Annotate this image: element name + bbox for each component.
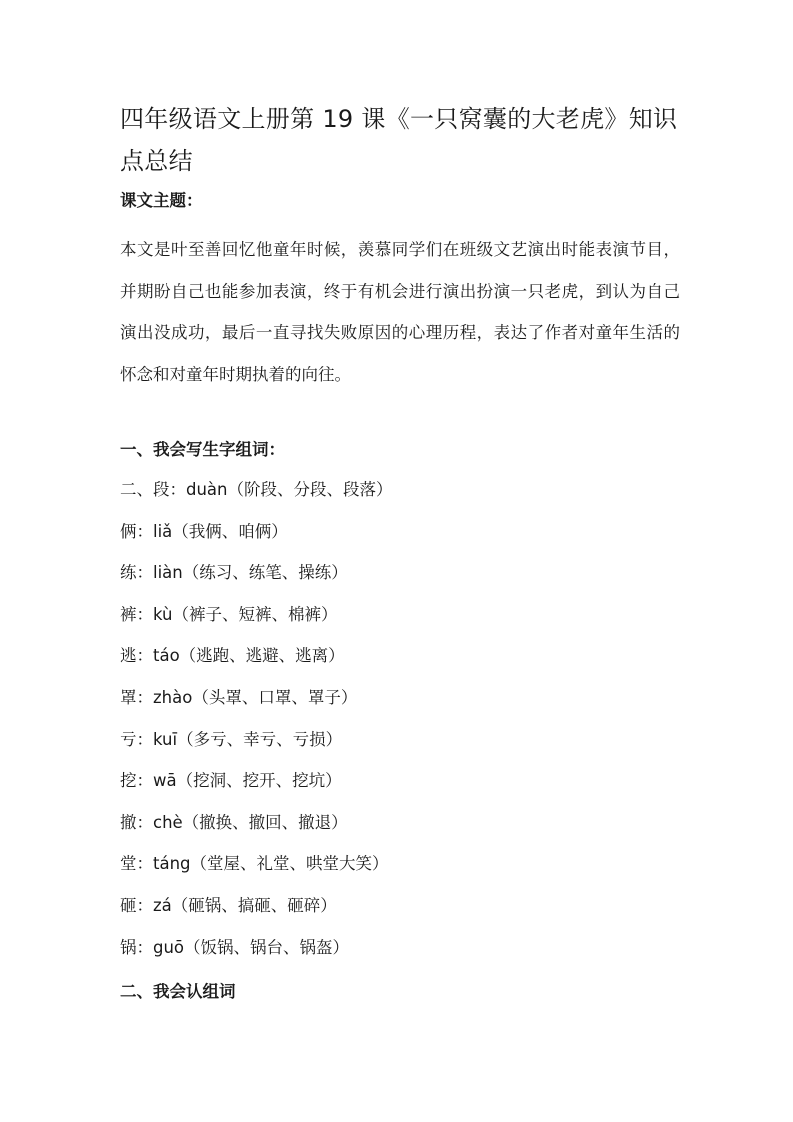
vocab-item: 锅：guō（饭锅、锅台、锅盔） xyxy=(120,937,350,957)
vocab-item: 罩：zhào（头罩、口罩、罩子） xyxy=(120,687,358,707)
vocab-item: 挖：wā（挖洞、挖开、挖坑） xyxy=(120,771,342,791)
vocab-item: 砸：zá（砸锅、搞砸、砸碎） xyxy=(120,895,337,915)
vocab-item: 裤：kù（裤子、短裤、棉裤） xyxy=(120,604,338,624)
theme-paragraph: 本文是叶至善回忆他童年时候，羡慕同学们在班级文艺演出时能表演节目，并期盼自己也能参加表演，终于有机会进行演出扮演一只老虎，到认为自己演出没成功，最后一直寻找失败原因的心理历程，表达了作者对童年生活的怀念和对童年时期执着的向往。 xyxy=(120,240,680,384)
theme-heading: 课文主题： xyxy=(120,191,203,210)
vocab-item: 俩：liǎ（我俩、咱俩） xyxy=(120,521,288,541)
section-2-heading: 二、我会认组词 xyxy=(120,982,236,1001)
vocab-item: 逃：táo（逃跑、逃避、逃离） xyxy=(120,646,345,666)
vocab-item: 撤：chè（撤换、撤回、撤退） xyxy=(120,812,348,832)
section-1-heading: 一、我会写生字组词： xyxy=(120,440,285,459)
vocab-item: 堂：táng（堂屋、礼堂、哄堂大笑） xyxy=(120,854,389,874)
vocab-item: 亏：kuī（多亏、幸亏、亏损） xyxy=(120,729,343,749)
vocab-item: 二、段：duàn（阶段、分段、段落） xyxy=(120,480,393,499)
page-title: 四年级语文上册第 19 课《一只窝囊的大老虎》知识点总结 xyxy=(120,105,678,175)
vocab-item: 练：liàn（练习、练笔、操练） xyxy=(120,563,348,583)
vocab-list xyxy=(120,478,393,977)
